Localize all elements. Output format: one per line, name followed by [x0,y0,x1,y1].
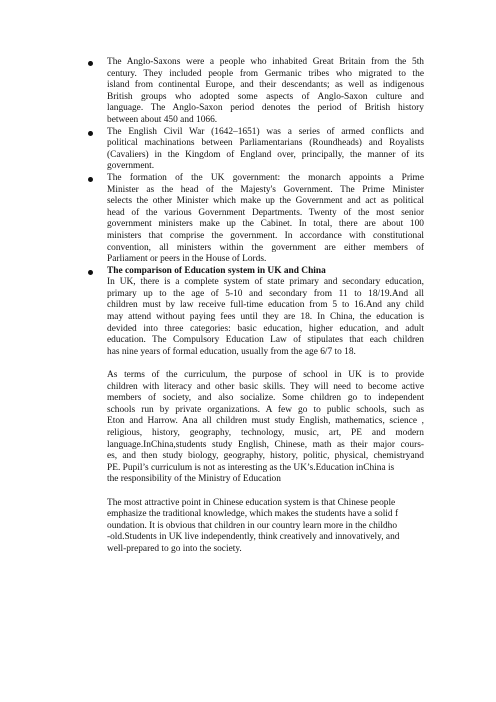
text-line: -old.Students in UK live independently, think creatively and innovatively, and [107,532,400,543]
text-line: government. [107,161,155,172]
bullet-item-education-comparison [88,266,424,556]
bullet-point-icon [88,131,93,136]
paragraph-attractive-point [107,498,424,556]
text-line: members of society, and also socialize. Some children go to independent [107,393,424,404]
bullet-point-icon [88,177,93,182]
paragraph-civil-war [107,127,424,173]
text-line: As terms of the curriculum, the purpose of school in UK is to provide [107,370,424,381]
bullet-point-icon [88,61,93,66]
text-line: between about 450 and 1066. [107,114,218,125]
text-line: has nine years of formal education, usually from the age 6/7 to 18. [107,346,356,357]
text-line: primary up to the age of 5-10 and secondary from 11 to 18/19.And all [107,288,424,299]
text-line: The English Civil War (1642–1651) was a series of armed conflicts and [107,126,424,137]
paragraph-curriculum [107,370,424,486]
text-line: well-prepared to go into the society. [107,543,242,554]
text-line: education. The Compulsory Education Law of stipulates that each children [107,335,424,346]
paragraph-gap [107,358,424,370]
paragraph-gap [107,486,424,498]
text-line: es, and then study biology, geography, history, politic, physical, chemistryand [107,451,424,462]
text-line: may attend without paying fees until they are 18. In China, the education is [107,312,424,323]
text-line: British groups who adopted some aspects of Anglo-Saxon culture and [107,91,424,102]
text-line: island from continental Europe, and their descendants; as well as indigenous [107,80,424,91]
document-body [88,57,424,556]
paragraph-anglo-saxons [107,57,424,127]
text-line: (Cavaliers) in the Kingdom of England over, principally, the manner of its [107,149,424,160]
text-line: selects the other Minister which make up the Government and act as political [107,196,424,207]
section-heading: The comparison of Education system in UK and China [107,265,326,276]
text-line: PE. Pupil’s curriculum is not as interesting as the UK’s.Education inChina is [107,462,395,473]
bullet-item-anglo-saxons [88,57,424,127]
bullet-item-uk-government [88,173,424,266]
text-line: government ministers make up the Cabinet. In total, there are about 100 [107,219,424,230]
text-line: schools run by private organizations. A few go to public schools, such as [107,404,424,415]
text-line: convention, all ministers within the government are either members of [107,242,424,253]
bullet-item-civil-war [88,127,424,173]
paragraph-uk-government [107,173,424,266]
bullet-point-icon [88,270,93,275]
text-line: Eton and Harrow. Ana all children must study English, mathematics, science , [107,416,424,427]
text-line: the responsibility of the Ministry of Education [107,474,281,485]
text-line: oundation. It is obvious that children in our country learn more in the childho [107,520,398,531]
text-line: The formation of the UK government: the monarch appoints a Prime [107,172,424,183]
text-line: language.InChina,students study English, Chinese, math as their major cours- [107,439,424,450]
text-line: children with literacy and other basic skills. They will need to become active [107,381,424,392]
text-line: language. The Anglo-Saxon period denotes the period of British history [107,103,424,114]
text-line: In UK, there is a complete system of state primary and secondary education, [107,277,424,288]
text-line: ministers that comprise the government. In accordance with constitutional [107,230,424,241]
text-line: Minister as the head of the Majesty's Government. The Prime Minister [107,184,424,195]
text-line: emphasize the traditional knowledge, which makes the students have a solid f [107,509,399,520]
text-line: The Anglo-Saxons were a people who inhabited Great Britain from the 5th [107,57,424,67]
text-line: head of the various Government Departments. Twenty of the most senior [107,207,424,218]
text-line: political machinations between Parliamentarians (Roundheads) and Royalists [107,138,424,149]
text-line: devided into three categories: basic education, higher education, and adult [107,323,424,334]
paragraph-education-systems [107,277,424,358]
text-line: century. They included people from Germanic tribes who migrated to the [107,68,424,79]
text-line: religious, history, geography, technology, music, art, PE and modern [107,428,424,438]
text-line: The most attractive point in Chinese education system is that Chinese people [107,497,396,508]
text-line: children must by law receive full-time education from 5 to 16.And any child [107,300,424,311]
text-line: Parliament or peers in the House of Lords. [107,254,267,265]
